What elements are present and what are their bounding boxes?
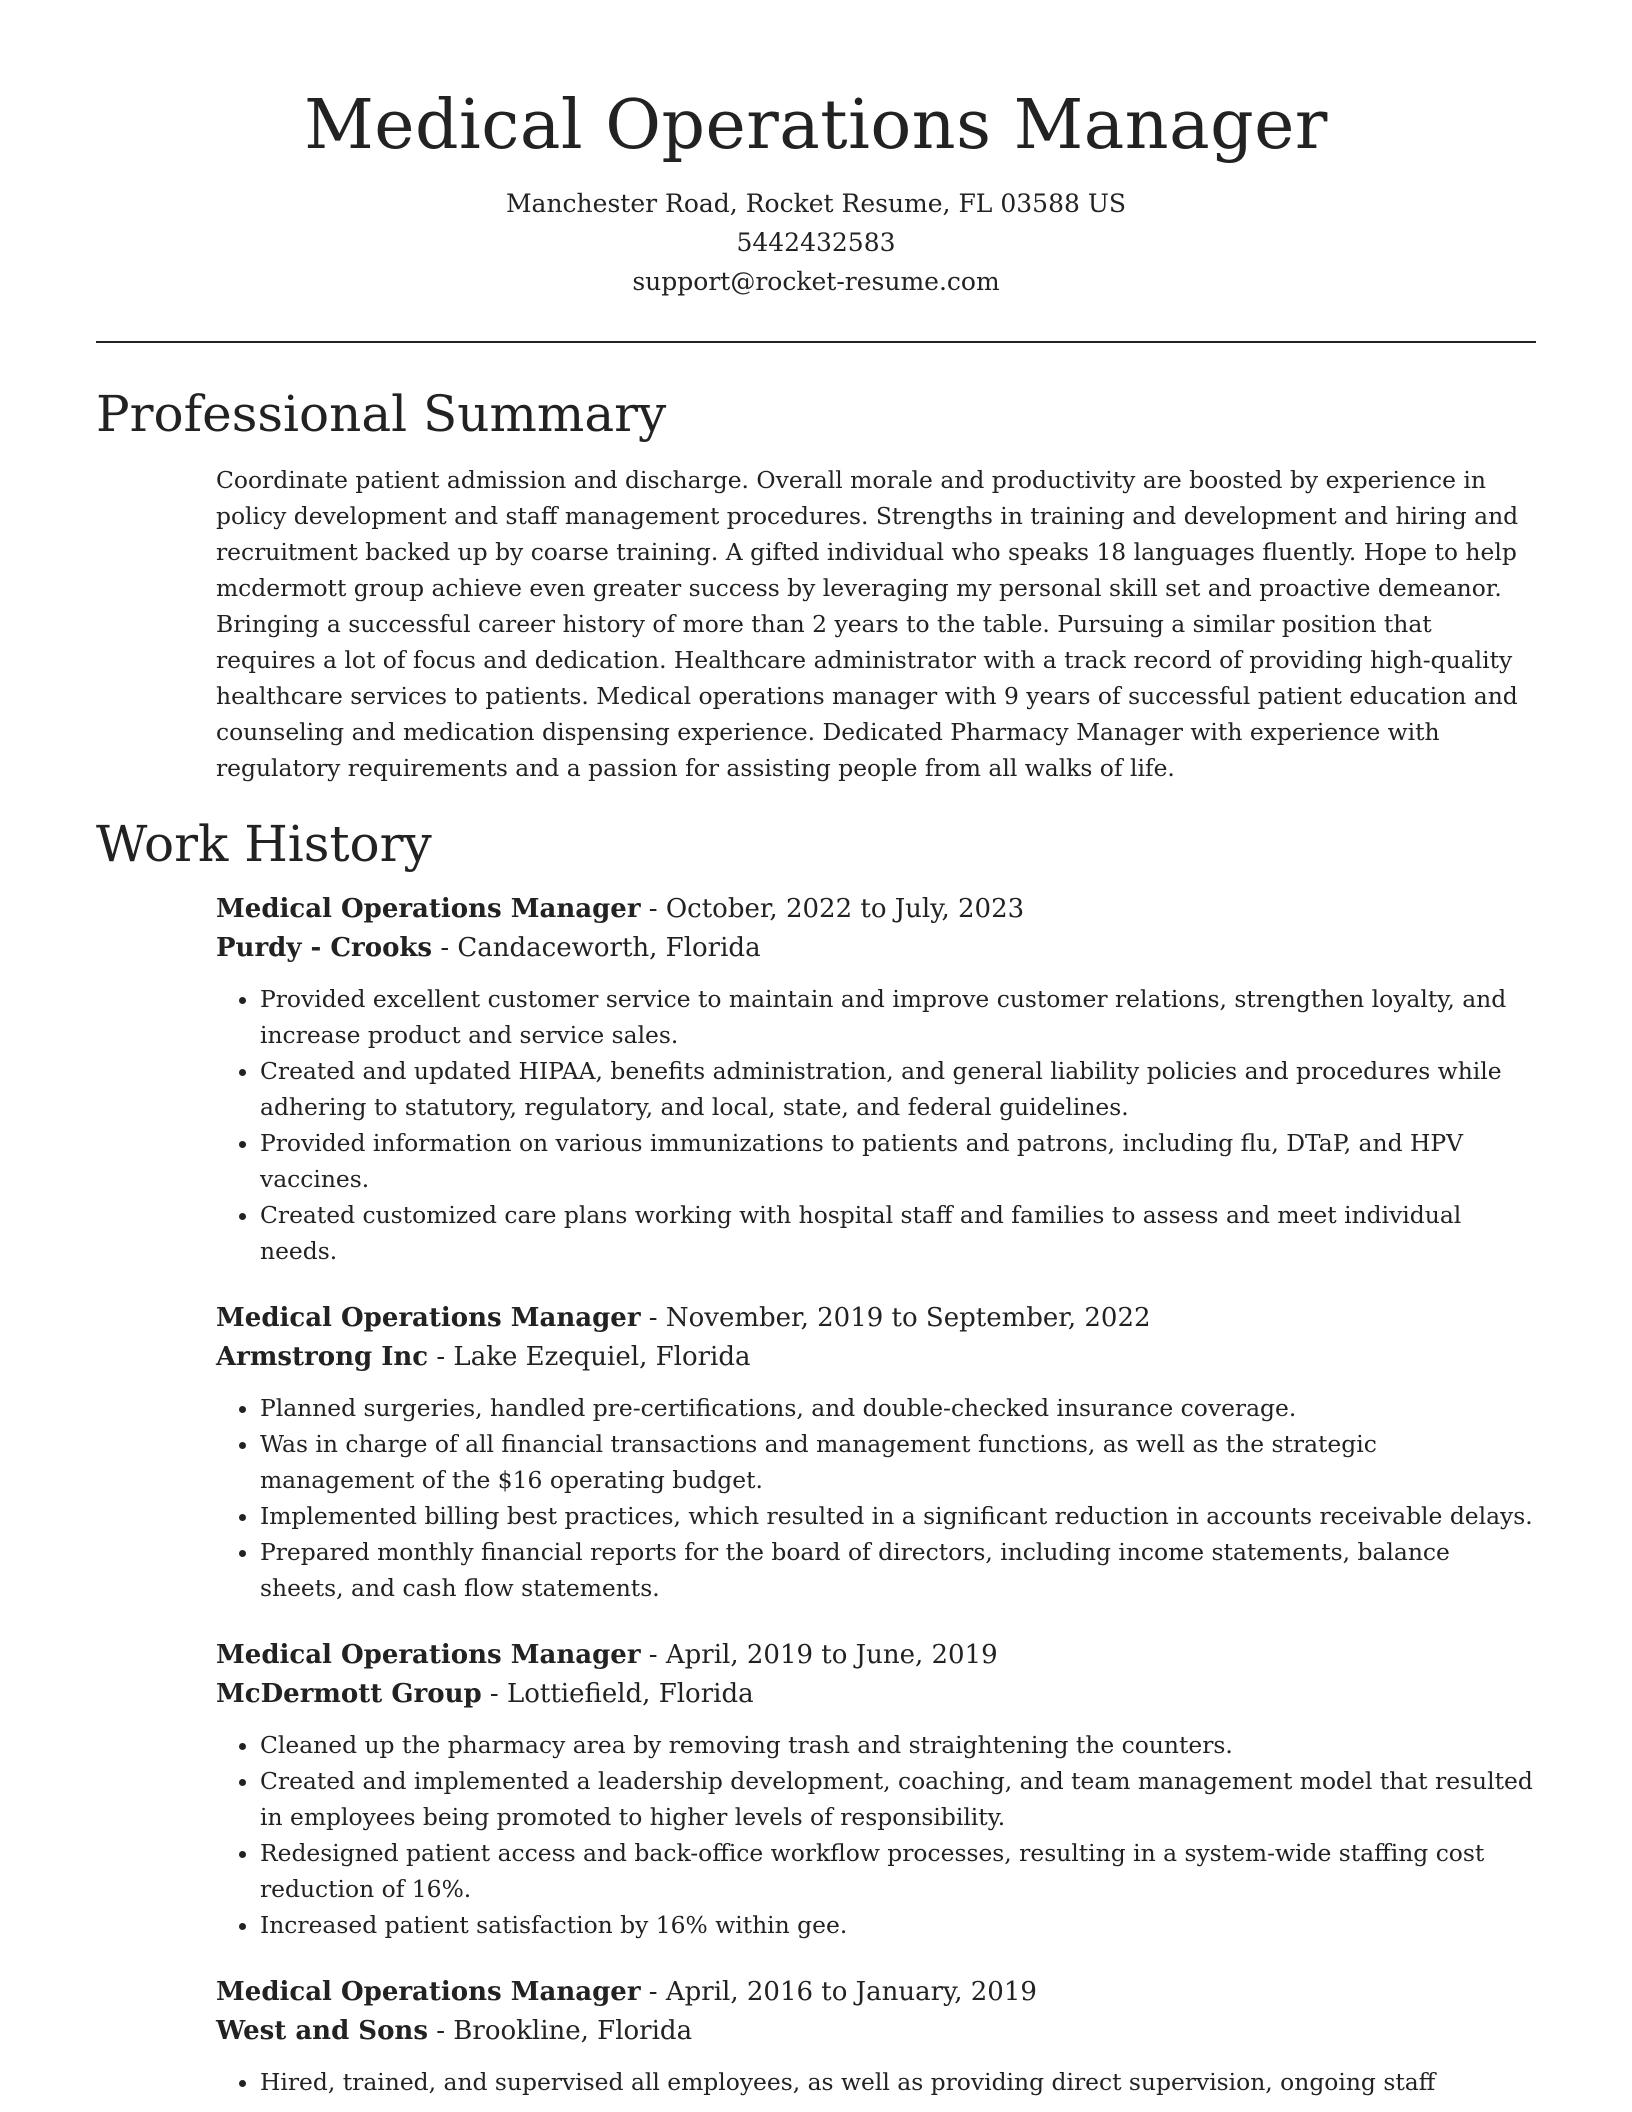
job-role: Medical Operations Manager bbox=[216, 1303, 641, 1333]
job-title-line bbox=[216, 1973, 1536, 2012]
job-company: Armstrong Inc bbox=[216, 1342, 429, 1372]
job-bullet: • Created customized care plans working with hospital staff and families to assess and meet individual needs. bbox=[260, 1197, 1536, 1269]
job-company-line bbox=[216, 1675, 1536, 1714]
job-bullet: • Was in charge of all financial transactions and management functions, as well as the strategic management of the $16 operating budget. bbox=[260, 1426, 1536, 1498]
job-bullet: • Planned surgeries, handled pre-certifications, and double-checked insurance coverage. bbox=[260, 1390, 1536, 1426]
job-location: - Candaceworth, Florida bbox=[432, 933, 761, 963]
job-company: West and Sons bbox=[216, 2016, 428, 2046]
contact-email: support@rocket-resume.com bbox=[632, 267, 1000, 296]
job-bullets bbox=[216, 2064, 1536, 2100]
job-company-line bbox=[216, 929, 1536, 968]
job-bullet: • Provided information on various immunizations to patients and patrons, including flu, DTaP, and HPV vaccines. bbox=[260, 1125, 1536, 1197]
job-bullet: • Created and updated HIPAA, benefits administration, and general liability policies and procedures while adhering to statutory, regulatory, and local, state, and federal guidelines. bbox=[260, 1053, 1536, 1125]
resume-name: Medical Operations Manager bbox=[304, 86, 1328, 165]
job-bullet: • Hired, trained, and supervised all employees, as well as providing direct supervision, ongoing staff bbox=[260, 2064, 1536, 2100]
job-dates: - November, 2019 to September, 2022 bbox=[640, 1303, 1151, 1333]
job-entry bbox=[216, 890, 1536, 1269]
job-company: McDermott Group bbox=[216, 1679, 482, 1709]
job-bullet: • Implemented billing best practices, which resulted in a significant reduction in accounts receivable delays. bbox=[260, 1498, 1536, 1534]
resume-header bbox=[0, 0, 1632, 301]
job-bullets bbox=[216, 981, 1536, 1269]
summary-heading: Professional Summary bbox=[96, 385, 667, 443]
job-dates: - October, 2022 to July, 2023 bbox=[640, 894, 1025, 924]
job-location: - Brookline, Florida bbox=[427, 2016, 693, 2046]
job-entry bbox=[216, 1636, 1536, 1943]
job-bullet: • Increased patient satisfaction by 16% within gee. bbox=[260, 1907, 1536, 1943]
job-bullet: • Provided excellent customer service to maintain and improve customer relations, strengthen loyalty, and increase product and service sales. bbox=[260, 981, 1536, 1053]
job-bullets bbox=[216, 1727, 1536, 1943]
header-divider bbox=[96, 341, 1536, 343]
contact-info bbox=[0, 184, 1632, 301]
job-company-line bbox=[216, 2012, 1536, 2051]
summary-text: Coordinate patient admission and discharge. Overall morale and productivity are boosted by experience in policy development and staff management procedures. Strengths in training and development and hiring and recruitment backed up by coarse training. A gifted individual who speaks 18 languages fluently. Hope to help mcdermott group achieve even greater success by leveraging my personal skill set and proactive demeanor. Bringing a successful career history of more than 2 years to the table. Pursuing a similar position that requires a lot of focus and dedication. Healthcare administrator with a track record of providing high-quality healthcare services to patients. Medical operations manager with 9 years of successful patient education and counseling and medication dispensing experience. Dedicated Pharmacy Manager with experience with regulatory requirements and a passion for assisting people from all walks of life. bbox=[216, 466, 1519, 782]
job-dates: - April, 2016 to January, 2019 bbox=[640, 1977, 1037, 2007]
job-role: Medical Operations Manager bbox=[216, 1640, 641, 1670]
job-title-line bbox=[216, 890, 1536, 929]
work-history-list bbox=[216, 890, 1536, 2112]
job-bullet: • Redesigned patient access and back-office workflow processes, resulting in a system-wide staffing cost reduction of 16%. bbox=[260, 1835, 1536, 1907]
job-entry bbox=[216, 1299, 1536, 1606]
contact-address: Manchester Road, Rocket Resume, FL 03588 US bbox=[505, 189, 1127, 218]
job-title-line bbox=[216, 1636, 1536, 1675]
job-title-line bbox=[216, 1299, 1536, 1338]
job-bullets bbox=[216, 1390, 1536, 1606]
job-location: - Lottiefield, Florida bbox=[481, 1679, 754, 1709]
work-history-heading: Work History bbox=[96, 815, 432, 873]
job-bullet: • Created and implemented a leadership development, coaching, and team management model that resulted in employees being promoted to higher levels of responsibility. bbox=[260, 1763, 1536, 1835]
job-company: Purdy - Crooks bbox=[216, 933, 433, 963]
job-role: Medical Operations Manager bbox=[216, 1977, 641, 2007]
job-dates: - April, 2019 to June, 2019 bbox=[640, 1640, 998, 1670]
job-company-line bbox=[216, 1338, 1536, 1377]
job-location: - Lake Ezequiel, Florida bbox=[428, 1342, 751, 1372]
contact-phone: 5442432583 bbox=[736, 228, 896, 257]
job-role: Medical Operations Manager bbox=[216, 894, 641, 924]
job-entry bbox=[216, 1973, 1536, 2100]
job-bullet: • Prepared monthly financial reports for the board of directors, including income statements, balance sheets, and cash flow statements. bbox=[260, 1534, 1536, 1606]
job-bullet: • Cleaned up the pharmacy area by removing trash and straightening the counters. bbox=[260, 1727, 1536, 1763]
